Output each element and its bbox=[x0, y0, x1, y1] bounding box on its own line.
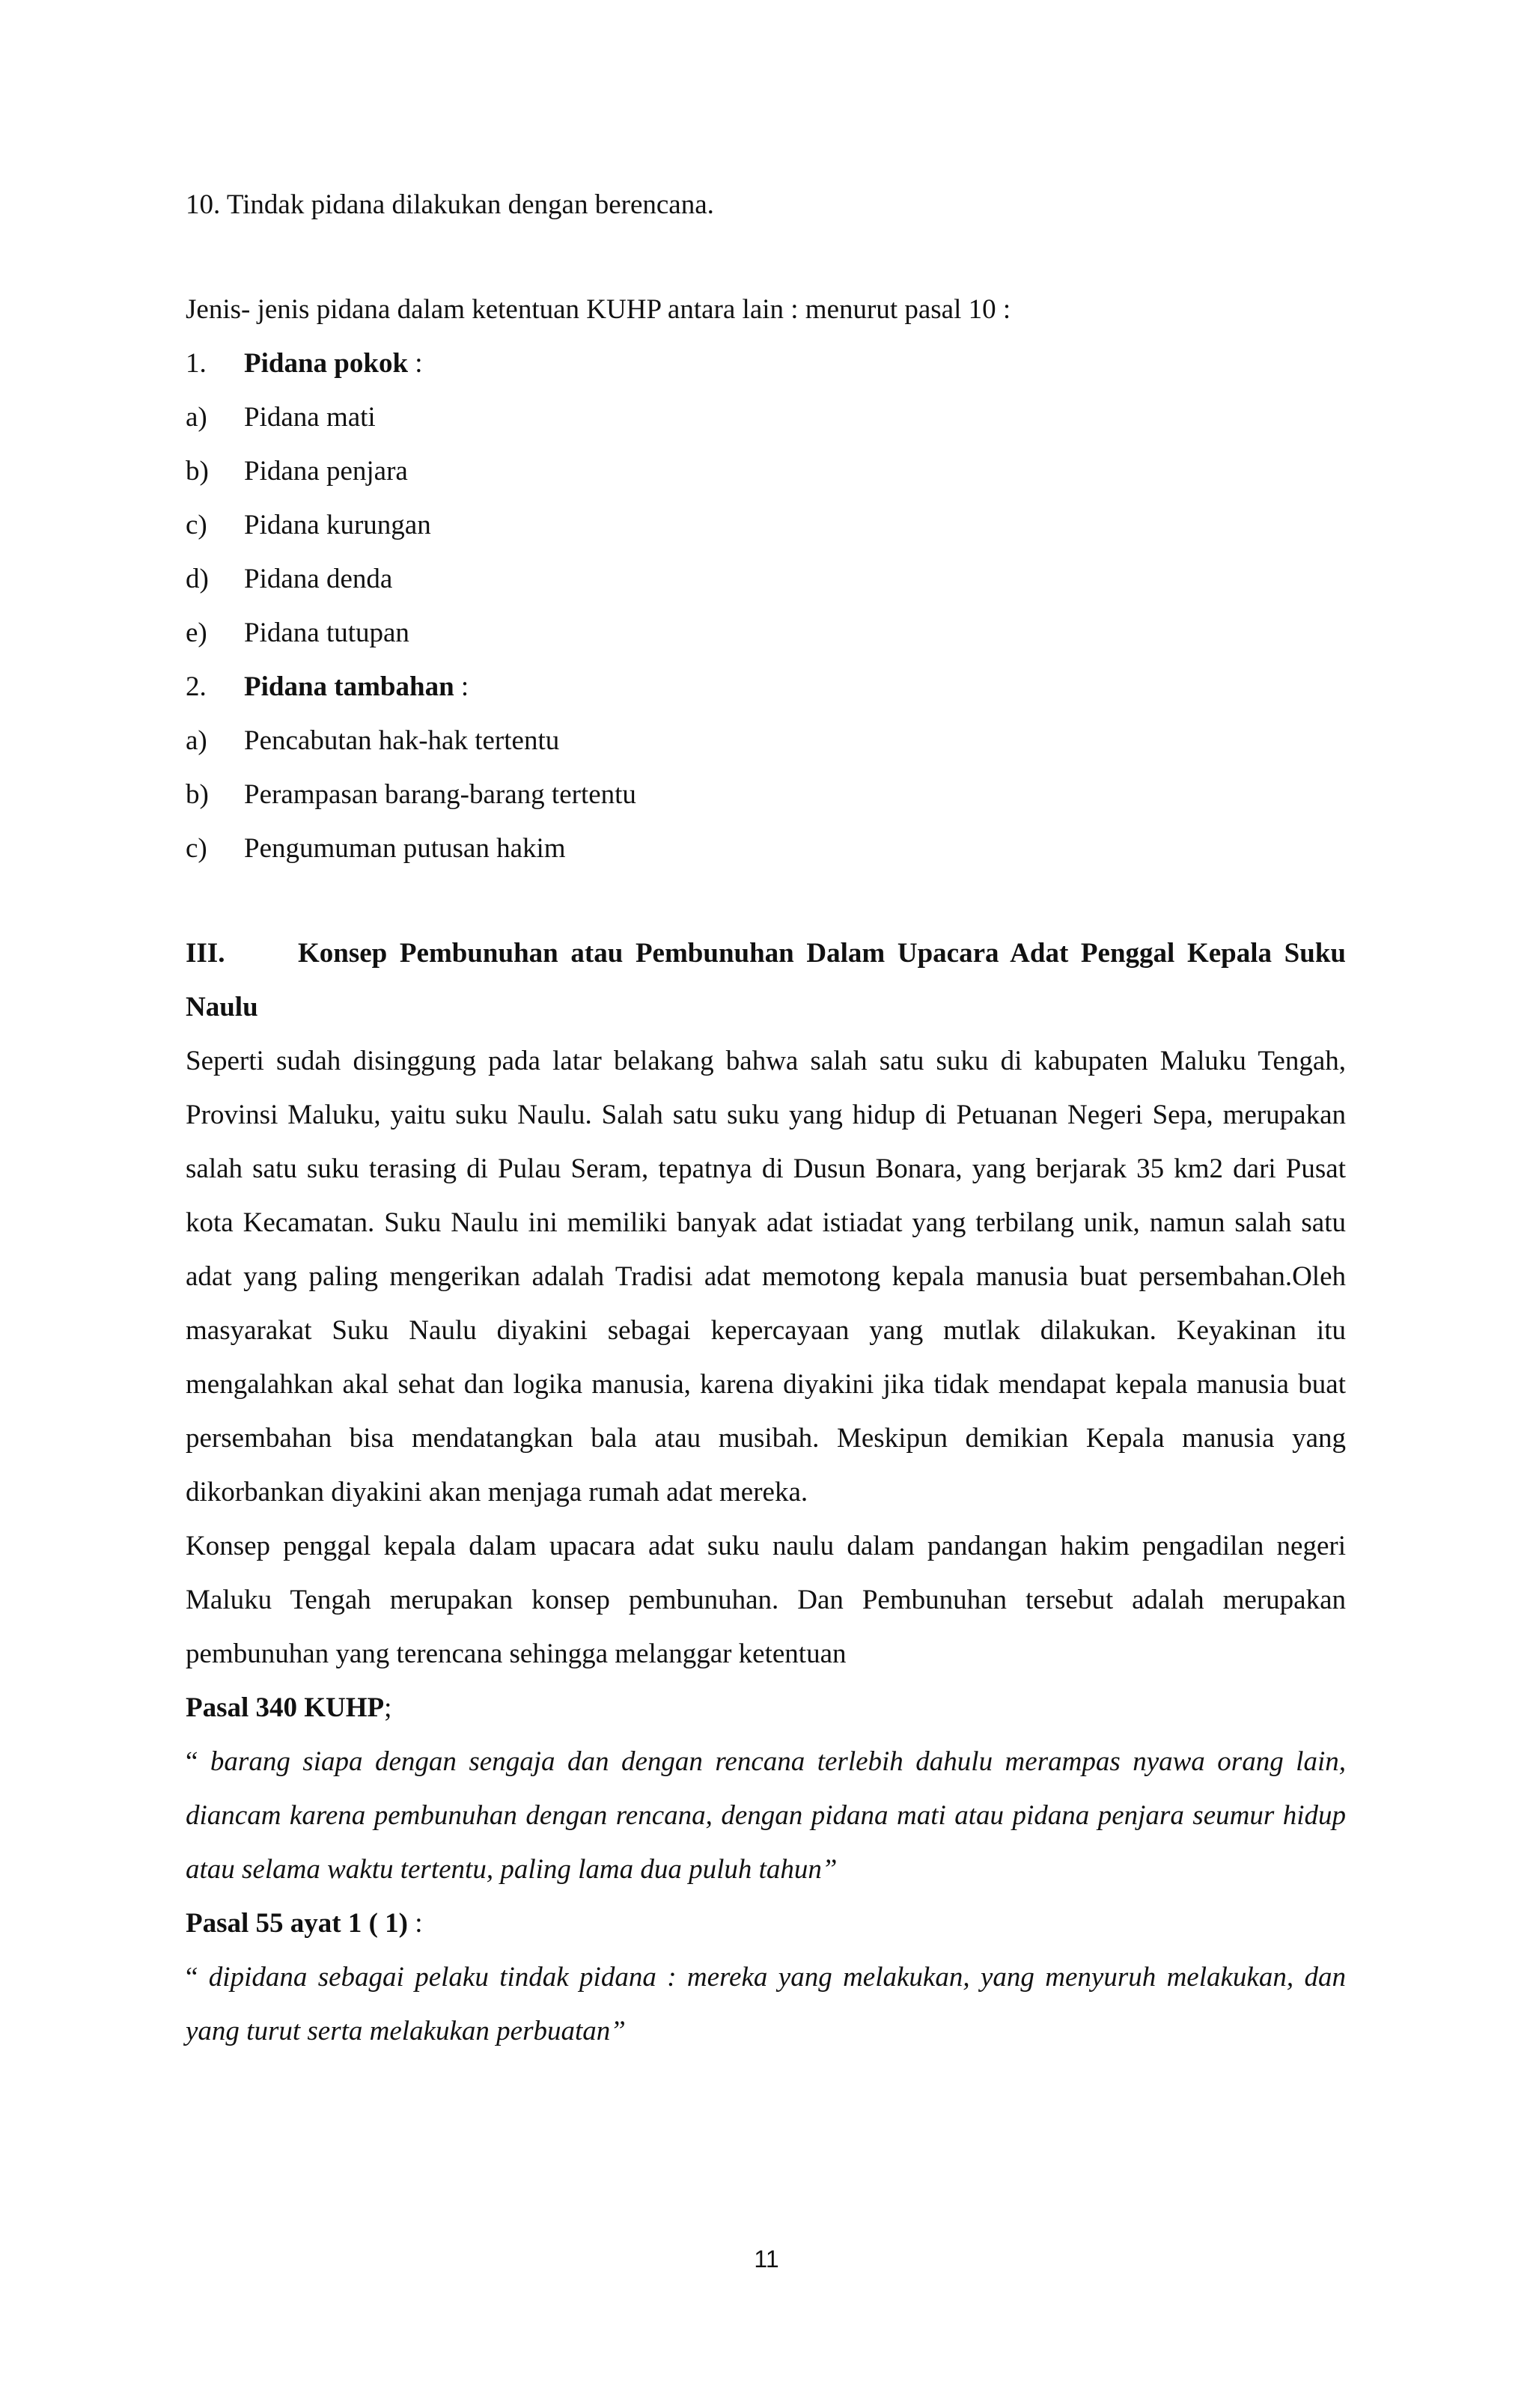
section-heading bbox=[186, 927, 1346, 1034]
list-item-text: Pencabutan hak-hak tertentu bbox=[244, 725, 560, 756]
list-item-text: Pidana penjara bbox=[244, 456, 408, 487]
section-number: III. bbox=[186, 938, 225, 969]
list-marker: e) bbox=[186, 618, 207, 648]
law-title: Pasal 340 KUHP bbox=[186, 1692, 385, 1723]
law-title: Pasal 55 ayat 1 ( 1) bbox=[186, 1908, 408, 1939]
quote-mark: “ bbox=[186, 1746, 210, 1777]
law-quote-text: barang siapa dengan sengaja dan dengan rencana terlebih dahulu merampas nyawa orang lain, diancam karena pembunuhan dengan rencana, dengan pidana mati atau pidana penjara seumur hidup atau selama waktu tertentu, paling lama dua puluh tahun” bbox=[186, 1746, 1346, 1885]
group2-heading bbox=[186, 660, 1346, 714]
list-item bbox=[186, 768, 1346, 822]
body-paragraph: Konsep penggal kepala dalam upacara adat suku naulu dalam pandangan hakim pengadilan negeri Maluku Tengah merupakan konsep pembunuhan. Dan Pembunuhan tersebut adalah merupakan pembunuhan yang terencana sehingga melanggar ketentuan bbox=[186, 1531, 1346, 1669]
group1-number: 1. bbox=[186, 348, 207, 379]
list-item bbox=[186, 391, 1346, 445]
list-item bbox=[186, 445, 1346, 499]
types-intro: Jenis- jenis pidana dalam ketentuan KUHP antara lain : menurut pasal 10 : bbox=[186, 294, 1011, 325]
list-item-text: Perampasan barang-barang tertentu bbox=[244, 779, 636, 810]
list-marker: c) bbox=[186, 833, 207, 864]
list-item-text: Pidana denda bbox=[244, 564, 393, 594]
group1-title: Pidana pokok bbox=[244, 348, 409, 379]
page-number: 11 bbox=[754, 2246, 779, 2273]
body-paragraph: Seperti sudah disinggung pada latar belakang bahwa salah satu suku di kabupaten Maluku Tengah, Provinsi Maluku, yaitu suku Naulu. Salah satu suku yang hidup di Petuanan Negeri Sepa, merupakan salah satu suku terasing di Pulau Seram, tepatnya di Dusun Bonara, yang berjarak 35 km2 dari Pusat kota Kecamatan. Suku Naulu ini memiliki banyak adat istiadat yang terbilang unik, namun salah satu adat yang paling mengerikan adalah Tradisi adat memotong kepala manusia buat persembahan.Oleh masyarakat Suku Naulu diyakini sebagai kepercayaan yang mutlak dilakukan. Keyakinan itu mengalahkan akal sehat dan logika manusia, karena diyakini jika tidak mendapat kepala manusia buat persembahan bisa mendatangkan bala atau musibah. Meskipun demikian Kepala manusia yang dikorbankan diyakini akan menjaga rumah adat mereka. bbox=[186, 1046, 1346, 1508]
group2-number: 2. bbox=[186, 671, 207, 702]
list-item-text: Pidana tutupan bbox=[244, 618, 409, 648]
law-quote bbox=[186, 1735, 1346, 1897]
list-marker: a) bbox=[186, 402, 207, 433]
list-item bbox=[186, 552, 1346, 606]
group2-title: Pidana tambahan bbox=[244, 671, 454, 702]
group1-heading bbox=[186, 337, 1346, 391]
group2-suffix: : bbox=[454, 671, 469, 702]
list-marker: c) bbox=[186, 510, 207, 540]
law-heading bbox=[186, 1897, 1346, 1951]
list-item bbox=[186, 822, 1346, 876]
group1-suffix: : bbox=[408, 348, 423, 379]
law-suffix: ; bbox=[384, 1692, 392, 1723]
spacer bbox=[186, 232, 1346, 283]
law-heading bbox=[186, 1681, 1346, 1735]
list-item bbox=[186, 606, 1346, 660]
list-item-text: Pidana kurungan bbox=[244, 510, 431, 540]
list-item-text: Pidana mati bbox=[244, 402, 376, 433]
law-quote-text: dipidana sebagai pelaku tindak pidana : mereka yang melakukan, yang menyuruh melakukan, dan yang turut serta melakukan perbuatan” bbox=[186, 1962, 1346, 2046]
intro-list-item: 10. Tindak pidana dilakukan dengan berencana. bbox=[186, 189, 714, 220]
spacer bbox=[186, 876, 1346, 927]
section-title: Konsep Pembunuhan atau Pembunuhan Dalam Upacara Adat Penggal Kepala Suku Naulu bbox=[186, 938, 1346, 1022]
list-marker: b) bbox=[186, 456, 209, 487]
list-marker: d) bbox=[186, 564, 209, 594]
quote-mark: “ bbox=[186, 1962, 209, 1993]
page-content bbox=[186, 178, 1346, 2058]
law-quote bbox=[186, 1951, 1346, 2058]
list-item bbox=[186, 714, 1346, 768]
list-marker: b) bbox=[186, 779, 209, 810]
list-item-text: Pengumuman putusan hakim bbox=[244, 833, 566, 864]
list-marker: a) bbox=[186, 725, 207, 756]
law-suffix: : bbox=[408, 1908, 423, 1939]
list-item bbox=[186, 499, 1346, 552]
